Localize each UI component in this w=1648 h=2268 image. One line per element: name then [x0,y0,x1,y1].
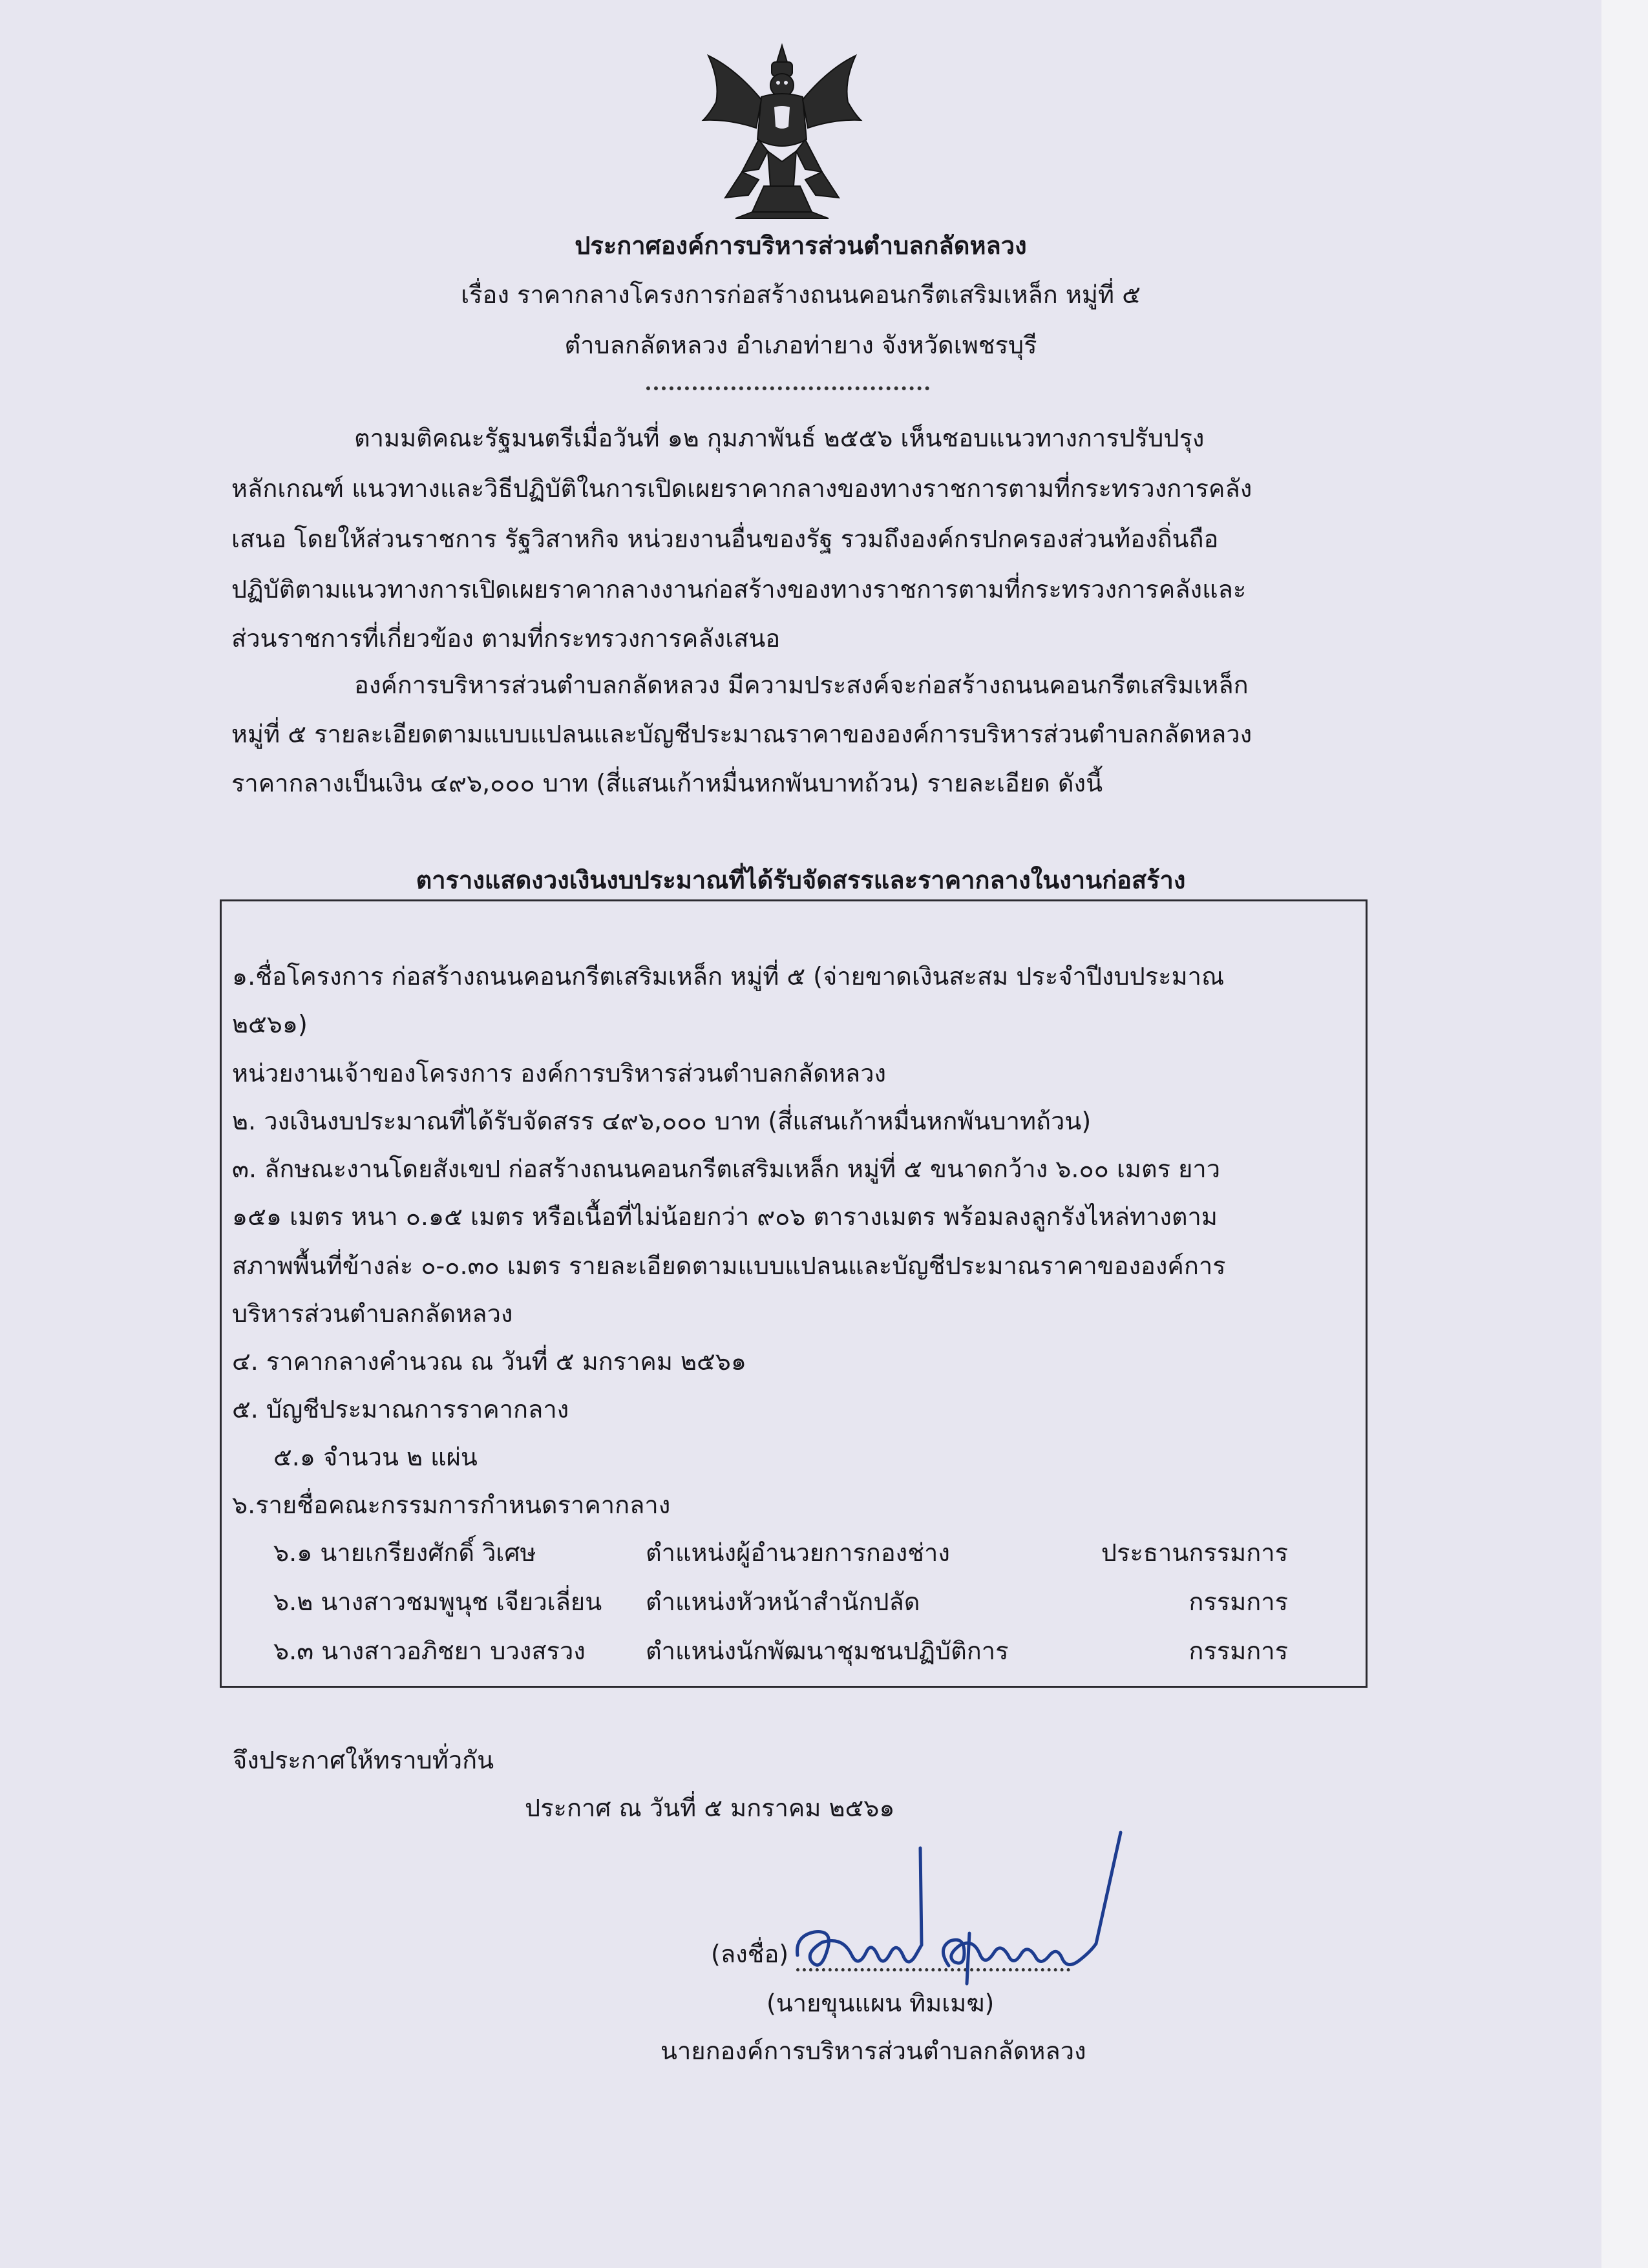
announcement-location: ตำบลกลัดหลวง อำเภอท่ายาง จังหวัดเพชรบุรี [564,331,1037,359]
table-line: ๕. บัญชีประมาณการราคากลาง [232,1395,569,1423]
body-p1-line: ปฏิบัติตามแนวทางการเปิดเผยราคากลางงานก่อสร้างของทางราชการตามที่กระทรวงการคลังและ [231,575,1247,604]
table-line: ๕.๑ จำนวน ๒ แผ่น [273,1443,478,1471]
table-line: หน่วยงานเจ้าของโครงการ องค์การบริหารส่วนตำบลกลัดหลวง [232,1059,887,1087]
body-p1-line: เสนอ โดยให้ส่วนราชการ รัฐวิสาหกิจ หน่วยงานอื่นของรัฐ รวมถึงองค์กรปกครองส่วนท้องถิ่นถือ [231,525,1219,553]
body-p1-line: ส่วนราชการที่เกี่ยวข้อง ตามที่กระทรวงการคลังเสนอ [231,624,781,653]
announcement-subject: เรื่อง ราคากลางโครงการก่อสร้างถนนคอนกรีตเสริมเหล็ก หมู่ที่ ๕ [461,280,1141,309]
committee-role: ประธานกรรมการ [1101,1538,1288,1567]
divider-dotted [646,386,929,390]
table-line: สภาพพื้นที่ข้างล่ะ ๐-๐.๓๐ เมตร รายละเอียดตามแบบแปลนและบัญชีประมาณราคาขององค์การ [232,1252,1226,1280]
table-heading: ตารางแสดงวงเงินงบประมาณที่ได้รับจัดสรรและราคากลางในงานก่อสร้าง [416,866,1186,894]
signer-title: นายกองค์การบริหารส่วนตำบลกลัดหลวง [660,2037,1086,2065]
announcement-date: ประกาศ ณ วันที่ ๕ มกราคม ๒๕๖๑ [525,1794,895,1822]
body-p2-line: หมู่ที่ ๕ รายละเอียดตามแบบแปลนและบัญชีประมาณราคาขององค์การบริหารส่วนตำบลกลัดหลวง [231,720,1252,748]
closing-statement: จึงประกาศให้ทราบทั่วกัน [233,1746,494,1774]
committee-position: ตำแหน่งนักพัฒนาชุมชนปฏิบัติการ [646,1637,1009,1665]
committee-role: กรรมการ [1188,1588,1288,1616]
scan-edge [1601,0,1648,2268]
table-line: ๑.ชื่อโครงการ ก่อสร้างถนนคอนกรีตเสริมเหล็ก หมู่ที่ ๕ (จ่ายขาดเงินสะสม ประจำปีงบประมาณ [232,962,1225,991]
body-p1-line: หลักเกณฑ์ แนวทางและวิธีปฏิบัติในการเปิดเผยราคากลางของทางราชการตามที่กระทรวงการคลัง [231,474,1252,503]
table-line: ๓. ลักษณะงานโดยสังเขป ก่อสร้างถนนคอนกรีตเสริมเหล็ก หมู่ที่ ๕ ขนาดกว้าง ๖.๐๐ เมตร ยาว [232,1155,1221,1183]
body-p1-line: ตามมติคณะรัฐมนตรีเมื่อวันที่ ๑๒ กุมภาพันธ์ ๒๕๕๖ เห็นชอบแนวทางการปรับปรุง [354,424,1205,452]
sign-label: (ลงชื่อ) [711,1940,789,1968]
handwritten-signature [776,1809,1163,2003]
committee-name: ๖.๒ นางสาวชมพูนุช เจียวเลี่ยน [273,1588,602,1616]
committee-name: ๖.๓ นางสาวอภิชยา บวงสรวง [273,1637,586,1665]
garuda-emblem-icon [697,43,867,220]
table-line: ๒๕๖๑) [232,1010,308,1038]
body-p2-line: องค์การบริหารส่วนตำบลกลัดหลวง มีความประสงค์จะก่อสร้างถนนคอนกรีตเสริมเหล็ก [354,671,1249,699]
table-line: ๑๕๑ เมตร หนา ๐.๑๕ เมตร หรือเนื้อที่ไม่น้อยกว่า ๙๐๖ ตารางเมตร พร้อมลงลูกรังไหล่ทางตาม [232,1202,1218,1231]
table-line: ๔. ราคากลางคำนวณ ณ วันที่ ๕ มกราคม ๒๕๖๑ [232,1347,747,1376]
committee-position: ตำแหน่งผู้อำนวยการกองช่าง [646,1538,950,1567]
body-p2-line: ราคากลางเป็นเงิน ๔๙๖,๐๐๐ บาท (สี่แสนเก้าหมื่นหกพันบาทถ้วน) รายละเอียด ดังนี้ [231,769,1103,797]
committee-role: กรรมการ [1188,1637,1288,1665]
table-line: บริหารส่วนตำบลกลัดหลวง [232,1299,513,1328]
announcement-title: ประกาศองค์การบริหารส่วนตำบลกลัดหลวง [575,231,1027,260]
committee-name: ๖.๑ นายเกรียงศักดิ์ วิเศษ [273,1538,536,1567]
table-line: ๒. วงเงินงบประมาณที่ได้รับจัดสรร ๔๙๖,๐๐๐ บาท (สี่แสนเก้าหมื่นหกพันบาทถ้วน) [232,1107,1092,1135]
committee-position: ตำแหน่งหัวหน้าสำนักปลัด [646,1588,920,1616]
budget-table [220,899,1368,1688]
signer-name: (นายขุนแผน ทิมเมฆ) [766,1989,995,2017]
table-line: ๖.รายชื่อคณะกรรมการกำหนดราคากลาง [232,1491,671,1519]
